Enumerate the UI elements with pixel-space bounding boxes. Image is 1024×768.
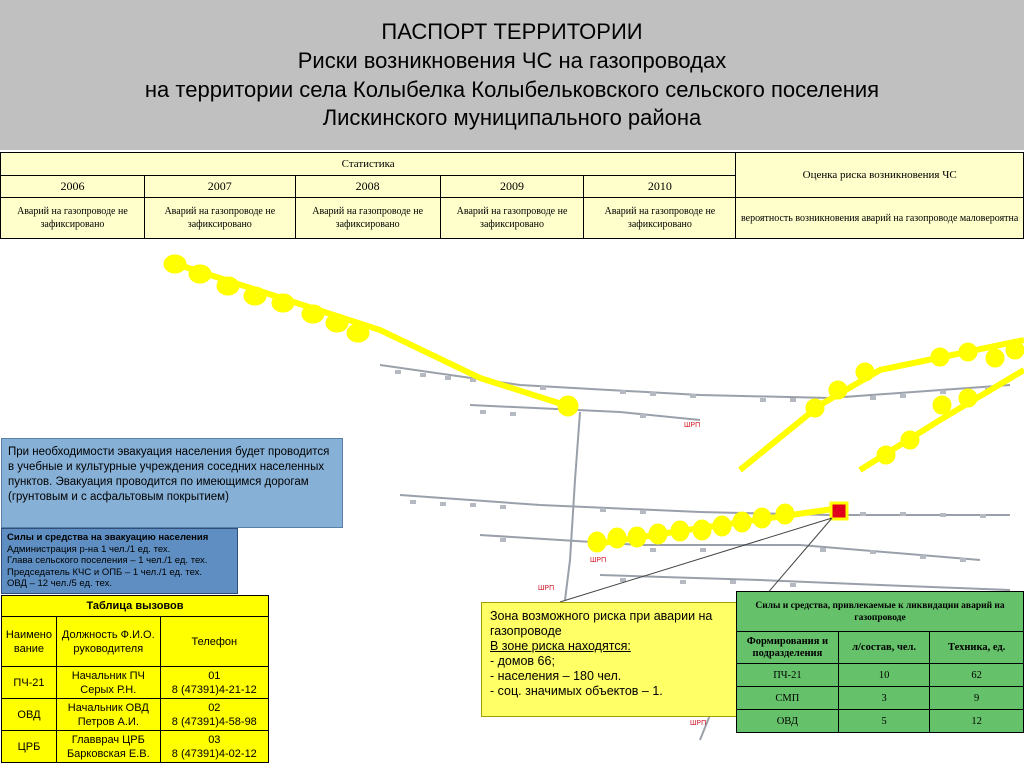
liquidation-unit: СМП: [737, 687, 839, 710]
stat-cell: Аварий на газопроводе не зафиксировано: [144, 198, 295, 239]
stat-cell: Аварий на газопроводе не зафиксировано: [295, 198, 440, 239]
risk-zone-item: - домов 66;: [490, 654, 555, 668]
risk-zone-item: - населения – 180 чел.: [490, 669, 622, 683]
call-person: Главврач ЦРБ Барковская Е.В.: [56, 731, 160, 763]
call-phone: 02 8 (47391)4-58-98: [160, 699, 268, 731]
call-phone: 03 8 (47391)4-02-12: [160, 731, 268, 763]
risk-zone-callout: [481, 602, 767, 717]
stat-cell: Аварий на газопроводе не зафиксировано: [1, 198, 145, 239]
gas-point-label: ШРП: [684, 422, 701, 429]
risk-zone-title: Зона возможного риска при аварии на газопроводе: [490, 609, 713, 638]
liquidation-col-staff: л/состав, чел.: [838, 632, 930, 664]
calls-table: [1, 595, 269, 763]
statistics-title: Статистика: [1, 153, 736, 176]
page-header: [0, 0, 1024, 150]
year-cell: 2009: [440, 176, 584, 198]
year-cell: 2008: [295, 176, 440, 198]
evacuation-forces-title: Силы и средства на эвакуацию населения: [7, 532, 209, 543]
liquidation-col-unit: Формирования и подразделения: [737, 632, 839, 664]
risk-title: Оценка риска возникновения ЧС: [736, 153, 1024, 198]
evacuation-force-item: Администрация р-на 1 чел./1 ед. тех.: [7, 543, 171, 555]
evacuation-force-item: Глава сельского поселения – 1 чел./1 ед. тех.: [7, 555, 208, 566]
statistics-table: [0, 152, 1024, 239]
risk-value: вероятность возникновения аварий на газопроводе маловероятна: [736, 198, 1024, 239]
year-cell: 2006: [1, 176, 145, 198]
gas-point-label: ШРП: [590, 557, 607, 564]
risk-zone-subtitle: В зоне риска находятся:: [490, 639, 631, 653]
calls-table-title: Таблица вызовов: [2, 596, 269, 617]
liquidation-unit: ОВД: [737, 710, 839, 733]
liquidation-tech: 12: [930, 710, 1024, 733]
page-subtitle-location: на территории села Колыбелка Колыбельковского сельского поселения: [144, 77, 880, 102]
calls-col-name: Наимено вание: [2, 617, 57, 667]
evacuation-forces: [1, 528, 238, 594]
gas-point-label: ШРП: [538, 585, 555, 592]
page-subtitle-district: Лискинского муниципального района: [322, 105, 702, 130]
liquidation-staff: 10: [838, 664, 930, 687]
calls-col-position: Должность Ф.И.О. руководителя: [56, 617, 160, 667]
gas-pipeline-north: [164, 255, 578, 416]
risk-marker: [831, 503, 847, 519]
gas-pipeline-east: [740, 340, 1024, 470]
evacuation-note: При необходимости эвакуация населения будет проводится в учебные и культурные учреждения соседних населенных пунктов. Эвакуация проводится по имеющимся дорогам (грунтовым и с асфальтовым покрытием): [1, 438, 343, 528]
evacuation-force-item: Председатель КЧС и ОПБ – 1 чел./1 ед. тех.: [7, 566, 203, 578]
liquidation-unit: ПЧ-21: [737, 664, 839, 687]
year-cell: 2010: [584, 176, 736, 198]
risk-zone-item: - соц. значимых объектов – 1.: [490, 684, 663, 698]
call-person: Начальник ПЧ Серых Р.Н.: [56, 667, 160, 699]
table-row: [2, 731, 269, 763]
table-row: [737, 687, 1024, 710]
call-person: Начальник ОВД Петров А.И.: [56, 699, 160, 731]
liquidation-staff: 5: [838, 710, 930, 733]
gas-point-label: ШРП: [690, 720, 707, 727]
call-phone: 01 8 (47391)4-21-12: [160, 667, 268, 699]
liquidation-tech: 9: [930, 687, 1024, 710]
call-service: ПЧ-21: [2, 667, 57, 699]
stat-cell: Аварий на газопроводе не зафиксировано: [584, 198, 736, 239]
liquidation-col-tech: Техника, ед.: [930, 632, 1024, 664]
calls-col-phone: Телефон: [160, 617, 268, 667]
table-row: [2, 699, 269, 731]
table-row: [737, 710, 1024, 733]
evacuation-force-item: ОВД – 12 чел./5 ед. тех.: [7, 578, 112, 589]
year-cell: 2007: [144, 176, 295, 198]
liquidation-title: Силы и средства, привлекаемые к ликвидации аварий на газопроводе: [737, 592, 1024, 632]
call-service: ОВД: [2, 699, 57, 731]
liquidation-staff: 3: [838, 687, 930, 710]
liquidation-table: [736, 591, 1024, 733]
table-row: [2, 667, 269, 699]
liquidation-tech: 62: [930, 664, 1024, 687]
page-subtitle: Риски возникновения ЧС на газопроводах: [297, 48, 727, 73]
table-row: [737, 664, 1024, 687]
page-title: ПАСПОРТ ТЕРРИТОРИИ: [381, 19, 643, 44]
call-service: ЦРБ: [2, 731, 57, 763]
stat-cell: Аварий на газопроводе не зафиксировано: [440, 198, 584, 239]
